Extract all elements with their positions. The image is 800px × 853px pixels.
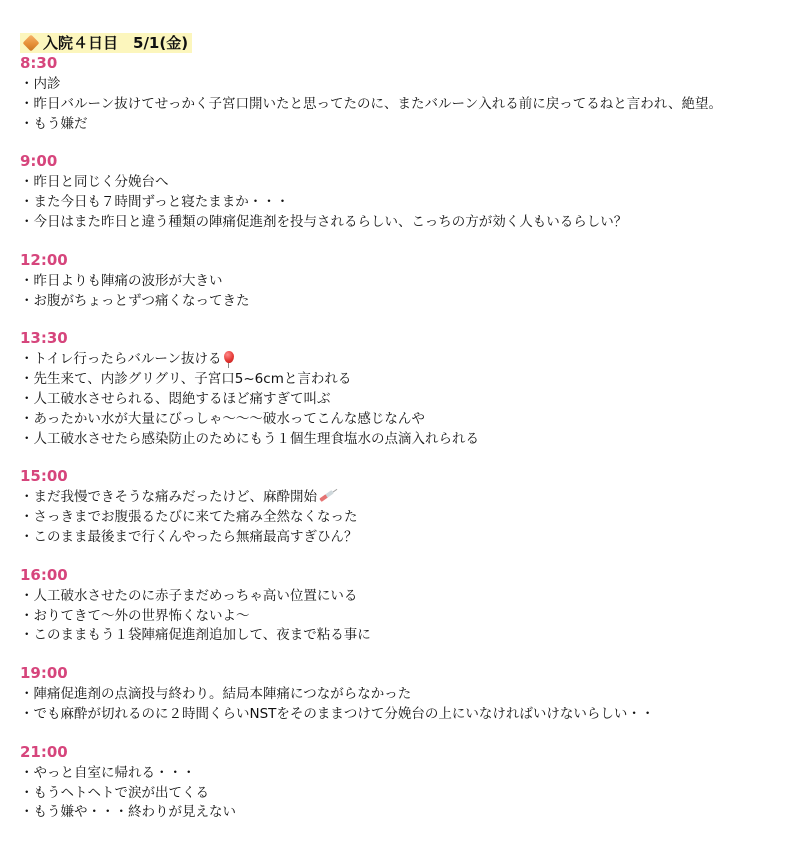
list-item: ・もう嫌や・・・終わりが見えない [20,804,236,821]
section-time: 12:00 [20,250,68,269]
list-item: ・あったかい水が大量にびっしゃ〜〜〜破水ってこんな感じなんや [20,410,425,427]
section-time: 16:00 [20,565,68,584]
timeline-section [20,54,790,134]
list-item: ・昨日と同じく分娩台へ [20,174,169,191]
list-item: ・人工破水させたのに赤子まだめっちゃ高い位置にいる [20,587,358,604]
balloon-icon [224,351,234,363]
list-item: ・今日はまた昨日と違う種類の陣痛促進剤を投与されるらしい、こっちの方が効く人もいるらしい？ [20,213,628,230]
list-item: ・人工破水させたら感染防止のためにもう１個生理食塩水の点滴入れられる [20,430,479,447]
timeline-section [20,743,790,823]
timeline-section [20,566,790,646]
timeline-section [20,467,790,547]
list-item: ・また今日も７時間ずっと寝たままか・・・ [20,194,290,211]
list-item: ・先生来て、内診グリグリ、子宮口5~6cmと言われる [20,371,352,388]
section-time: 9:00 [20,152,58,171]
orange-diamond-icon [23,35,40,52]
syringe-icon [319,490,334,502]
section-time: 15:00 [20,467,68,486]
list-item-text: ・まだ我慢できそうな痛みだったけど、麻酔開始 [20,489,317,506]
list-item: ・でも麻酔が切れるのに２時間くらいNSTをそのままつけて分娩台の上にいなければいけないらしい・・ [20,705,655,722]
list-item [20,350,790,370]
day-title: 入院４日目 5/1(金) [43,34,189,52]
diary-page [20,33,790,823]
timeline-section [20,152,790,232]
list-item: ・お腹がちょっとずつ痛くなってきた [20,292,250,309]
list-item: ・やっと自室に帰れる・・・ [20,764,196,781]
list-item-text: ・トイレ行ったらバルーン抜ける [20,351,222,368]
timeline-section [20,251,790,312]
list-item: ・人工破水させられる、悶絶するほど痛すぎて叫ぶ [20,390,331,407]
section-time: 8:30 [20,54,58,72]
list-item: ・昨日バルーン抜けてせっかく子宮口開いたと思ってたのに、またバルーン入れる前に戻ってるねと言われ、絶望。 [20,95,722,112]
list-item: ・陣痛促進剤の点滴投与終わり。結局本陣痛につながらなかった [20,686,412,703]
list-item: ・もうヘトヘトで涙が出てくる [20,784,209,801]
section-time: 21:00 [20,742,68,761]
section-time: 13:30 [20,329,68,348]
list-item: ・さっきまでお腹張るたびに来てた痛み全然なくなった [20,509,358,526]
list-item: ・このまま最後まで行くんやったら無痛最高すぎひん？ [20,528,358,545]
list-item: ・おりてきて〜外の世界怖くないよ〜 [20,607,250,624]
list-item: ・このままもう１袋陣痛促進剤追加して、夜まで粘る事に [20,627,371,644]
timeline-section [20,329,790,449]
section-time: 19:00 [20,664,68,683]
day-header [20,33,192,53]
list-item: ・もう嫌だ [20,115,88,132]
list-item: ・昨日よりも陣痛の波形が大きい [20,272,223,289]
list-item: ・内診 [20,76,61,92]
list-item [20,488,790,508]
timeline-section [20,664,790,725]
